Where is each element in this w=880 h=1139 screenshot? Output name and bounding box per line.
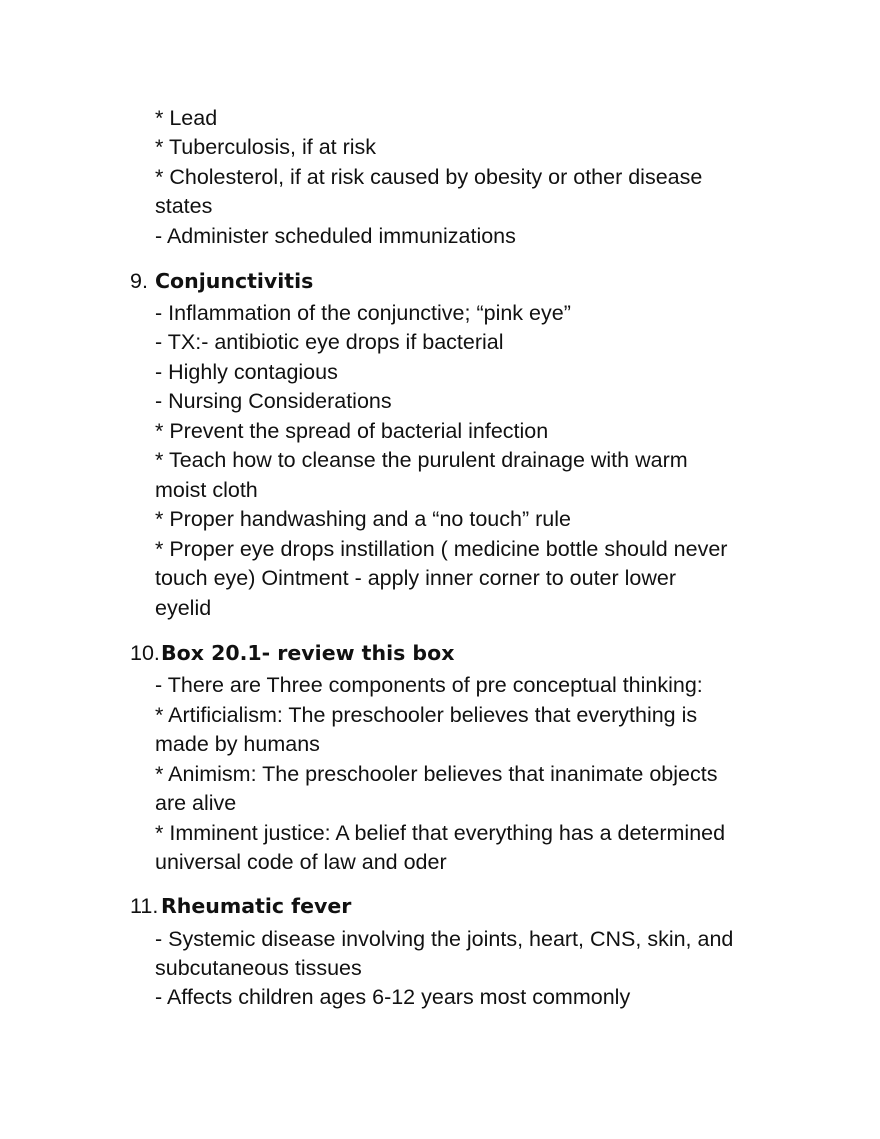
section-line: * Animism: The preschooler believes that inanimate objects [155,762,718,786]
section-line: - Nursing Considerations [155,389,392,413]
section-number: 10. [130,641,160,665]
intro-line: * Cholesterol, if at risk caused by obesity or other disease [155,165,703,189]
section-line: are alive [155,791,237,815]
section-line: * Prevent the spread of bacterial infection [155,419,549,443]
section-line: made by humans [155,732,320,756]
intro-line: - Administer scheduled immunizations [155,224,516,248]
section-title: Rheumatic fever [161,894,352,918]
section-line: - Highly contagious [155,360,338,384]
section-number: 9. [130,269,148,293]
section-line: - There are Three components of pre conceptual thinking: [155,673,703,697]
section-line: * Teach how to cleanse the purulent drainage with warm [155,448,688,472]
section-line: - Inflammation of the conjunctive; “pink eye” [155,301,571,325]
section-line: * Artificialism: The preschooler believes that everything is [155,703,698,727]
section-line: - Affects children ages 6-12 years most commonly [155,985,631,1009]
section-line: * Proper handwashing and a “no touch” rule [155,507,571,531]
intro-line: * Lead [155,106,218,130]
section-line: subcutaneous tissues [155,956,362,980]
section-line: * Imminent justice: A belief that everything has a determined [155,821,726,845]
section-line: - Systemic disease involving the joints, heart, CNS, skin, and [155,927,734,951]
section-number: 11. [130,894,159,918]
intro-line: states [155,194,213,218]
section-line: touch eye) Ointment - apply inner corner to outer lower [155,566,677,590]
section-line: moist cloth [155,478,258,502]
section-title: Box 20.1- review this box [161,641,455,665]
section-line: - TX:- antibiotic eye drops if bacterial [155,330,504,354]
section-title: Conjunctivitis [155,269,314,293]
section-line: eyelid [155,596,212,620]
section-line: universal code of law and oder [155,850,447,874]
intro-line: * Tuberculosis, if at risk [155,135,377,159]
section-line: * Proper eye drops instillation ( medicine bottle should never [155,537,728,561]
